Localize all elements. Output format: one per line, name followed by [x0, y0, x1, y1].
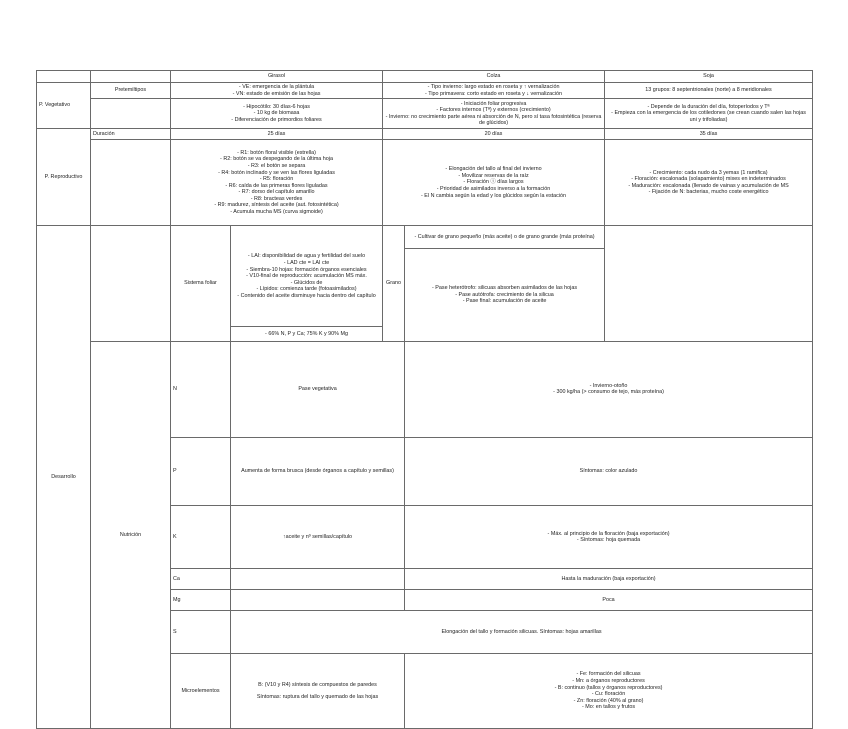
list-item: - Diferenciación de primordios foliares [173, 117, 380, 124]
sf-girasol-list [231, 227, 382, 327]
list-item: - 10 kg de biomasa [173, 110, 380, 117]
list-item: - LAI: disponibilidad de agua y fertilidad del suelo [233, 253, 380, 260]
list-item: - Prioridad de asimilados inverso a la formación [385, 186, 602, 193]
list-item: - Hipocótilo: 30 días-6 hojas [173, 104, 380, 111]
nutricion-label: Nutrición [91, 342, 171, 729]
list-item: - Cu: floración [407, 691, 810, 698]
grano-label: Grano [383, 226, 405, 342]
list-item: - Fijación de N: bacterias, mucho coste energético [607, 189, 810, 196]
list-item: - Mo: en tallos y frutos [407, 704, 810, 711]
list-item: - Pase autótrofa: crecimiento de la silicua [407, 292, 602, 299]
sf-colza-cultivar [405, 227, 604, 249]
list-item: - Tipo invierno: largo estado en roseta y ↑ vernalización [385, 84, 602, 91]
list-item: - Mn: a órganos reproductores [407, 678, 810, 685]
k-girasol: ↑aceite y nº semillas/capítulo [231, 506, 405, 568]
list-item: - B: continuo (tallos y órganos reproductores) [407, 685, 810, 692]
list-item: - R8: bracteas verdes [173, 196, 380, 203]
n-girasol: Pase vegetativa [231, 342, 405, 437]
duracion-colza: 20 días [383, 129, 605, 140]
micro-girasol [231, 653, 405, 729]
prep-colza-stages [383, 140, 605, 226]
ca-colza: Hasta la maduración (baja exportación) [405, 568, 813, 589]
sf-girasol-inner [231, 227, 382, 341]
nutrient-row-n [37, 342, 813, 437]
list-item: - R2: botón se va despegando de la última hoja [173, 156, 380, 163]
list-item: - Máx. al principio de la floración (baja exportación) [407, 531, 810, 538]
pveg-colza-extra [383, 99, 605, 129]
s-girasol-colza: Elongación del tallo y formación silicuas. Síntomas: hojas amarillas [231, 611, 813, 654]
sf-soja-empty [605, 226, 813, 342]
p-girasol: Aumenta de forma brusca (desde órganos a capítulo y semillas) [231, 437, 405, 506]
list-item: - Síntomas: hoja quemada [407, 537, 810, 544]
header-empty-a [37, 71, 91, 83]
list-item: - Iniciación foliar progresiva [385, 101, 602, 108]
list-item: - Maduración: escalonada (llenado de vainas y acumulación de MS [607, 183, 810, 190]
list-item: - Contenido del aceite disminuye hacia dentro del capítulo [233, 293, 380, 300]
pveg-colza-types [383, 83, 605, 99]
header-girasol: Girasol [171, 71, 383, 83]
list-item: - VN: estado de emisión de las hojas [173, 91, 380, 98]
sf-colza [405, 226, 605, 342]
sf-colza-inner [405, 227, 604, 341]
list-item: - 300 kg/ha (> consumo de tejo, más proteína) [407, 389, 810, 396]
s-label: S [171, 611, 231, 654]
sf-colza-phases [405, 249, 604, 341]
crop-comparison-table [36, 70, 813, 729]
p-label: P [171, 437, 231, 506]
pveg-soja-types: 13 grupos: 8 septentrionales (norte) a 8 meridionales [605, 83, 813, 99]
list-item: - Cultivar de grano pequeño (más aceite) o de grano grande (más proteína) [407, 234, 602, 241]
header-empty-b [91, 71, 171, 83]
list-item: - Empieza con la emergencia de los cotiledones (se crean cuando salen las hojas uni y trifoliadas) [607, 110, 810, 123]
header-row [37, 71, 813, 83]
sf-label: Sistema foliar [171, 226, 231, 342]
pveg-label: P. Vegetativo [37, 83, 91, 129]
desarrollo-label: Desarrollo [37, 226, 91, 729]
list-item: - R1: botón floral visible (estrella) [173, 150, 380, 157]
list-item: - Crecimiento: cada nudo da 3 yemas (1 ramifica) [607, 170, 810, 177]
list-item: - Tipo primavera: corto estado en roseta y ↓ vernalización [385, 91, 602, 98]
list-item: - R9: madurez, síntesis del aceite (aut. fotosintética) [173, 202, 380, 209]
pveg-soja-extra [605, 99, 813, 129]
pveg-girasol-types [171, 83, 383, 99]
list-item: - R6: caída de las primeras flores liguladas [173, 183, 380, 190]
micro-girasol-sintomas: Síntomas: ruptura del tallo y quemado de las hojas [256, 693, 379, 700]
list-item: - Floración ⓘ días largos [385, 179, 602, 186]
list-item: - Factores internos (Tª) y externos (crecimiento) [385, 107, 602, 114]
sf-empty-cell [91, 226, 171, 342]
list-item: - R5: floración [173, 176, 380, 183]
n-colza [405, 342, 813, 437]
prep-label: P. Reproductivo [37, 129, 91, 226]
micro-label: Microelementos [171, 653, 231, 729]
list-item: - Lípidos: comienza tarde (fotoasimilados) [233, 286, 380, 293]
list-item: - Depende de la duración del día, fotoperíodos y Tª [607, 104, 810, 111]
list-item: - VE: emergencia de la plántula [173, 84, 380, 91]
header-soja: Soja [605, 71, 813, 83]
list-item: - El N cambia según la edad y los glúcidos según la estación [385, 193, 602, 200]
list-item: - Zn: floración (40% al grano) [407, 698, 810, 705]
sistema-foliar-row [37, 226, 813, 342]
mg-label: Mg [171, 590, 231, 611]
pveg-empty-cell [91, 99, 171, 129]
prep-soja-stages [605, 140, 813, 226]
ca-girasol-empty [231, 568, 405, 589]
p-colza: Síntomas: color azulado [405, 437, 813, 506]
list-item: - R3: el botón se separa [173, 163, 380, 170]
list-item: - R4: botón inclinado y se ven las flores liguladas [173, 170, 380, 177]
list-item: - Glúcidos de [233, 280, 380, 287]
k-label: K [171, 506, 231, 568]
list-item: - Elongación del tallo al final del invierno [385, 166, 602, 173]
pveg-row-1 [37, 83, 813, 99]
list-item: - Acumula mucha MS (curva sigmoide) [173, 209, 380, 216]
list-item: - Pase final: acumulación de aceite [407, 298, 602, 305]
sf-girasol-percent [231, 327, 382, 341]
list-item: - Invierno: no crecimiento parte aérea ni absorción de N, pero sí tasa fotosintética (reserva de glúcidos) [385, 114, 602, 127]
list-item: - R7: dorso del capítulo amarillo [173, 189, 380, 196]
prep-empty-cell [91, 140, 171, 226]
mg-girasol-empty [231, 590, 405, 611]
duracion-girasol: 25 días [171, 129, 383, 140]
list-item: - Floración: escalonada (solapamiento) mixes en indeterminados [607, 176, 810, 183]
prep-row-duracion [37, 129, 813, 140]
duracion-label: Duración [91, 129, 171, 140]
list-item: - V10-final de reproducción: acumulación MS máx. [233, 273, 380, 280]
list-item: - Pase heterótrofo: silicuas absorben asimilados de las hojas [407, 285, 602, 292]
micro-colza [405, 653, 813, 729]
list-item: - Fe: formación del silicuas [407, 671, 810, 678]
list-item: - Invierno-otoño [407, 383, 810, 390]
k-colza [405, 506, 813, 568]
mg-colza: Poca [405, 590, 813, 611]
sf-girasol [231, 226, 383, 342]
duracion-soja: 35 días [605, 129, 813, 140]
ca-label: Ca [171, 568, 231, 589]
list-item: - LAD cte = LAI cte [233, 260, 380, 267]
ptypes-label: Pretemiltipos [91, 83, 171, 99]
list-item: - Siembra-10 hojas: formación órganos esenciales [233, 267, 380, 274]
list-item: - 66% N, P y Ca; 75% K y 90% Mg [233, 331, 380, 338]
list-item: - Movilizar reservas de la raíz [385, 173, 602, 180]
prep-row-detail [37, 140, 813, 226]
micro-girasol-b: B: (V10 y R4) síntesis de compuestos de paredes [258, 682, 377, 689]
prep-girasol-stages [171, 140, 383, 226]
n-label: N [171, 342, 231, 437]
header-colza: Colza [383, 71, 605, 83]
pveg-girasol-extra [171, 99, 383, 129]
pveg-row-2 [37, 99, 813, 129]
